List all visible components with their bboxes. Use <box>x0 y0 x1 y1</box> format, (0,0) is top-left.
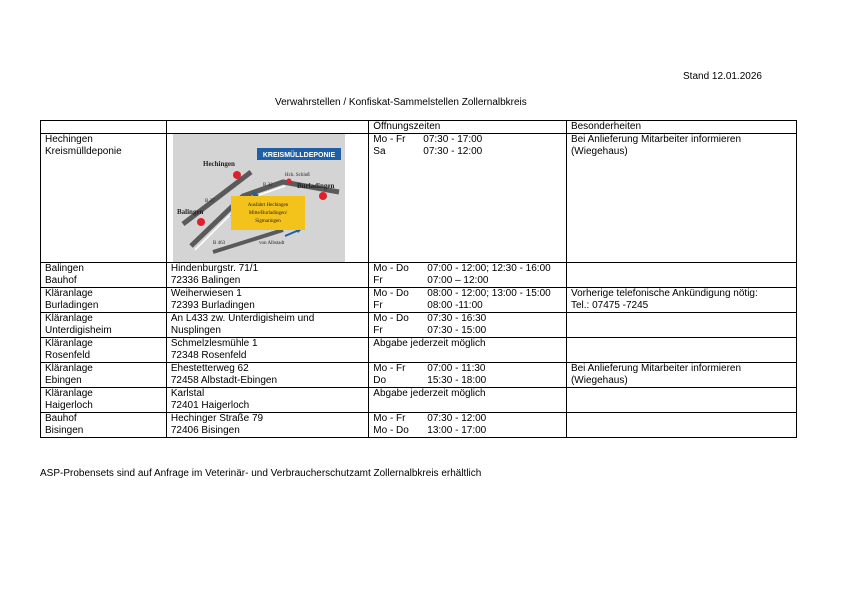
location-map <box>173 134 345 262</box>
place-cell <box>41 363 167 388</box>
address-cell <box>166 288 368 313</box>
map-dot-deponie <box>319 192 327 200</box>
place-cell <box>41 263 167 288</box>
notes-cell <box>566 134 796 263</box>
map-callout-line: Sigmaringen <box>255 219 281 224</box>
header-cell-address <box>166 121 368 134</box>
hours-line: Mo - Fr 07:00 - 11:30 <box>373 363 486 374</box>
notes-cell <box>566 288 796 313</box>
address-line: 72336 Balingen <box>170 275 241 286</box>
hours-cell <box>369 313 567 338</box>
place-line: Ebingen <box>45 375 82 386</box>
address-line: Hechinger Straße 79 <box>170 413 264 424</box>
map-callout-line: Ausfahrt Hechingen <box>247 203 289 208</box>
hours-line: Mo - Fr 07:30 - 17:00 <box>373 134 483 145</box>
header-cell-hours: Öffnungszeiten <box>369 121 567 134</box>
table-header-row <box>41 121 797 134</box>
place-line: Kläranlage <box>45 388 93 399</box>
notes-cell <box>566 338 796 363</box>
place-line: Bauhof <box>45 413 77 424</box>
address-cell <box>166 413 368 438</box>
place-line: Hechingen <box>45 134 93 145</box>
header-cell-place <box>41 121 167 134</box>
notes-line: (Wiegehaus) <box>570 146 628 157</box>
table-row <box>41 288 797 313</box>
footer-note: ASP-Probensets sind auf Anfrage im Veterinär- und Verbraucherschutzamt Zollernalbkreis erhältlich <box>40 468 482 479</box>
map-label-b463: B 463 <box>212 241 225 246</box>
place-line: Kläranlage <box>45 363 93 374</box>
hours-cell <box>369 363 567 388</box>
hours-line: Fr 07:30 - 15:00 <box>373 325 487 336</box>
stand-date: Stand 12.01.2026 <box>683 71 762 82</box>
place-cell <box>41 288 167 313</box>
map-dot-schloss <box>286 179 291 184</box>
place-line: Bauhof <box>45 275 77 286</box>
hours-line: Abgabe jederzeit möglich <box>373 338 486 349</box>
map-callout-line: Mitte/Burladingen/ <box>248 211 288 216</box>
map-label-albstadt: von Albstadt <box>258 241 285 246</box>
place-line: Balingen <box>45 263 84 274</box>
address-line: Schmelzlesmühle 1 <box>170 338 258 349</box>
address-line: Weiherwiesen 1 <box>170 288 242 299</box>
hours-line: Fr 07:00 – 12:00 <box>373 275 489 286</box>
map-banner-text: KREISMÜLLDEPONIE <box>262 152 336 159</box>
map-label-b27: B 27 <box>204 199 215 204</box>
place-cell <box>41 338 167 363</box>
notes-cell <box>566 388 796 413</box>
address-line: 72458 Albstadt-Ebingen <box>170 375 278 386</box>
notes-cell <box>566 413 796 438</box>
hours-line: Mo - Do 13:00 - 17:00 <box>373 425 487 436</box>
notes-line: Vorherige telefonische Ankündigung nötig: <box>570 288 758 299</box>
hours-line: Mo - Do 08:00 - 12:00; 13:00 - 15:00 <box>373 288 551 299</box>
hours-line: Mo - Fr 07:30 - 12:00 <box>373 413 487 424</box>
table-row <box>41 263 797 288</box>
address-line: 72401 Haigerloch <box>170 400 250 411</box>
hours-cell <box>369 413 567 438</box>
hours-line: Mo - Do 07:30 - 16:30 <box>373 313 487 324</box>
notes-cell <box>566 313 796 338</box>
notes-line: (Wiegehaus) <box>570 375 628 386</box>
place-line: Kreismülldeponie <box>45 146 122 157</box>
map-dot-balingen <box>197 218 205 226</box>
notes-line: Bei Anlieferung Mitarbeiter informieren <box>570 134 742 145</box>
table-row <box>41 134 797 263</box>
notes-cell <box>566 363 796 388</box>
place-line: Burladingen <box>45 300 99 311</box>
table-row <box>41 338 797 363</box>
table-row <box>41 388 797 413</box>
place-line: Bisingen <box>45 425 84 436</box>
map-cell <box>166 134 368 263</box>
place-line: Haigerloch <box>45 400 93 411</box>
hours-line: Do 15:30 - 18:00 <box>373 375 487 386</box>
address-line: Ehestetterweg 62 <box>170 363 249 374</box>
map-label-schloss: Hch. Schloß <box>284 173 310 178</box>
address-line: 72393 Burladingen <box>170 300 255 311</box>
hours-cell <box>369 134 567 263</box>
page-title: Verwahrstellen / Konfiskat-Sammelstellen Zollernalbkreis <box>275 97 527 108</box>
collection-points-table <box>40 120 797 438</box>
hours-cell <box>369 388 567 413</box>
hours-line: Sa 07:30 - 12:00 <box>373 146 483 157</box>
address-line: An L433 zw. Unterdigisheim und <box>170 313 315 324</box>
table-row <box>41 313 797 338</box>
hours-line: Mo - Do 07:00 - 12:00; 12:30 - 16:00 <box>373 263 551 274</box>
map-dot-hechingen <box>233 171 241 179</box>
table-row <box>41 413 797 438</box>
header-cell-notes: Besonderheiten <box>566 121 796 134</box>
place-line: Kläranlage <box>45 288 93 299</box>
address-line: Nusplingen <box>170 325 221 336</box>
notes-line: Bei Anlieferung Mitarbeiter informieren <box>570 363 742 374</box>
place-line: Kläranlage <box>45 313 93 324</box>
place-cell <box>41 134 167 263</box>
notes-cell <box>566 263 796 288</box>
address-line: 72348 Rosenfeld <box>170 350 247 361</box>
address-cell <box>166 338 368 363</box>
map-label-hechingen: Hechingen <box>202 160 235 168</box>
address-line: Karlstal <box>170 388 205 399</box>
place-line: Rosenfeld <box>45 350 91 361</box>
hours-line: Fr 08:00 -11:00 <box>373 300 483 311</box>
place-line: Unterdigisheim <box>45 325 112 336</box>
table-row <box>41 363 797 388</box>
place-cell <box>41 313 167 338</box>
address-cell <box>166 313 368 338</box>
address-cell <box>166 363 368 388</box>
hours-cell <box>369 338 567 363</box>
hours-cell <box>369 288 567 313</box>
hours-cell <box>369 263 567 288</box>
map-label-balingen: Balingen <box>176 208 204 216</box>
notes-line: Tel.: 07475 -7245 <box>570 300 649 311</box>
address-cell <box>166 388 368 413</box>
map-label-b32: B 32 <box>262 183 273 188</box>
address-cell <box>166 263 368 288</box>
place-cell <box>41 413 167 438</box>
place-cell <box>41 388 167 413</box>
map-label-burladingen: Burladingen <box>296 182 335 190</box>
hours-line: Abgabe jederzeit möglich <box>373 388 486 399</box>
place-line: Kläranlage <box>45 338 93 349</box>
address-line: Hindenburgstr. 71/1 <box>170 263 259 274</box>
address-line: 72406 Bisingen <box>170 425 240 436</box>
